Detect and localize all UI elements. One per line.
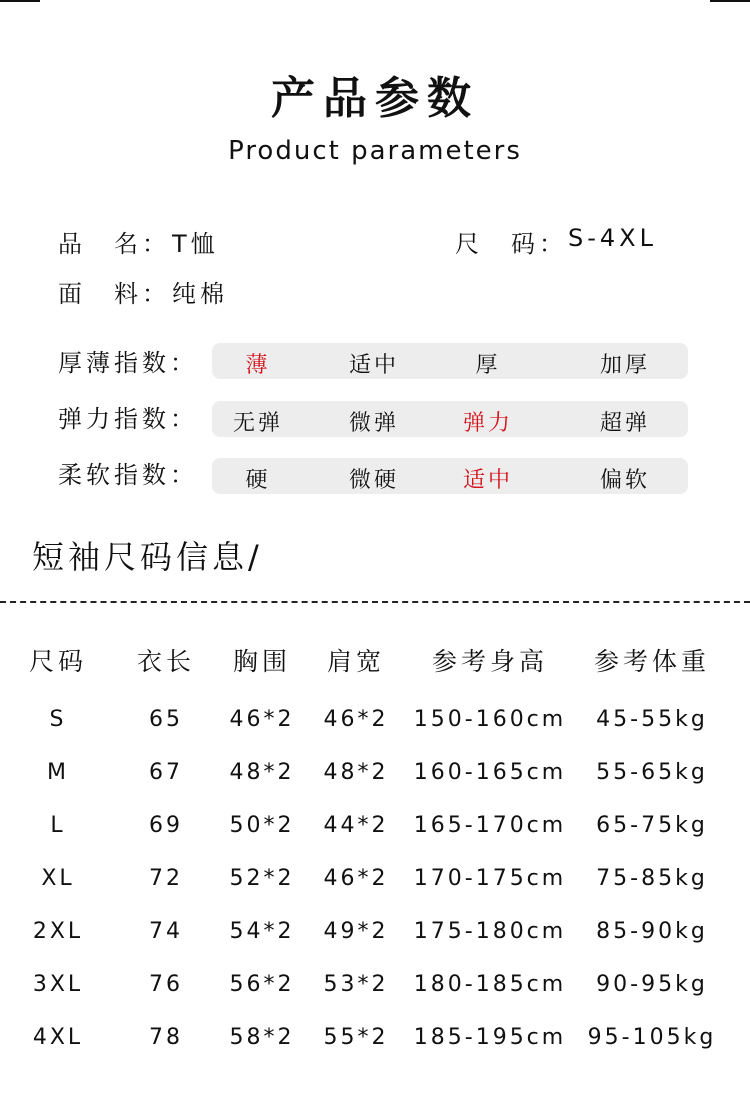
header-chest: 胸围 xyxy=(232,647,291,676)
top-left-rule xyxy=(0,0,40,2)
cell-height: 165-170cm xyxy=(413,813,567,838)
page-subtitle: Product parameters xyxy=(228,136,522,166)
fabric-value: 纯棉 xyxy=(172,280,228,308)
cell-chest: 54*2 xyxy=(229,919,295,944)
cell-length: 78 xyxy=(149,1025,183,1050)
cell-chest: 48*2 xyxy=(229,760,295,785)
elasticity-option: 微弹 xyxy=(348,411,399,436)
cell-height: 175-180cm xyxy=(413,919,567,944)
header-height: 参考身高 xyxy=(431,647,548,676)
thickness-option: 薄 xyxy=(245,353,271,378)
cell-length: 65 xyxy=(149,707,183,732)
thickness-option: 厚 xyxy=(475,353,501,378)
size-section-title: 短袖尺码信息/ xyxy=(32,538,263,576)
fabric-label: 面 料： xyxy=(58,280,170,308)
cell-size: 3XL xyxy=(32,972,84,997)
product-name-value: T恤 xyxy=(172,230,219,258)
cell-chest: 52*2 xyxy=(229,866,295,891)
cell-shoulder: 44*2 xyxy=(323,813,389,838)
elasticity-option: 弹力 xyxy=(462,411,513,436)
cell-weight: 90-95kg xyxy=(596,972,708,997)
cell-chest: 56*2 xyxy=(229,972,295,997)
cell-height: 160-165cm xyxy=(413,760,567,785)
thickness-rating-label: 厚薄指数： xyxy=(58,349,198,377)
top-right-rule xyxy=(710,0,750,2)
cell-size: S xyxy=(49,707,67,732)
cell-weight: 75-85kg xyxy=(596,866,708,891)
cell-length: 74 xyxy=(149,919,183,944)
cell-length: 76 xyxy=(149,972,183,997)
thickness-option: 适中 xyxy=(348,353,399,378)
cell-height: 170-175cm xyxy=(413,866,567,891)
cell-length: 69 xyxy=(149,813,183,838)
cell-size: 2XL xyxy=(32,919,84,944)
cell-height: 150-160cm xyxy=(413,707,567,732)
cell-weight: 65-75kg xyxy=(596,813,708,838)
page-title: 产品参数 xyxy=(271,73,479,124)
elasticity-rating-label: 弹力指数： xyxy=(58,405,198,433)
cell-length: 67 xyxy=(149,760,183,785)
cell-shoulder: 55*2 xyxy=(323,1025,389,1050)
header-length: 衣长 xyxy=(136,647,195,676)
cell-size: M xyxy=(47,760,69,785)
product-name-label: 品 名： xyxy=(58,230,170,258)
cell-shoulder: 46*2 xyxy=(323,866,389,891)
softness-option: 偏软 xyxy=(599,468,650,493)
cell-chest: 58*2 xyxy=(229,1025,295,1050)
cell-shoulder: 46*2 xyxy=(323,707,389,732)
header-weight: 参考体重 xyxy=(593,647,710,676)
thickness-option: 加厚 xyxy=(599,353,650,378)
cell-shoulder: 48*2 xyxy=(323,760,389,785)
cell-shoulder: 53*2 xyxy=(323,972,389,997)
header-shoulder: 肩宽 xyxy=(326,647,385,676)
cell-size: 4XL xyxy=(32,1025,84,1050)
cell-length: 72 xyxy=(149,866,183,891)
cell-chest: 50*2 xyxy=(229,813,295,838)
cell-weight: 45-55kg xyxy=(596,707,708,732)
dashed-divider xyxy=(0,601,750,603)
softness-option: 微硬 xyxy=(348,468,399,493)
header-size: 尺码 xyxy=(28,647,87,676)
size-range-value: S-4XL xyxy=(568,224,657,252)
softness-rating-label: 柔软指数： xyxy=(58,461,198,489)
cell-weight: 55-65kg xyxy=(596,760,708,785)
softness-option: 硬 xyxy=(245,468,271,493)
elasticity-option: 超弹 xyxy=(599,411,650,436)
cell-chest: 46*2 xyxy=(229,707,295,732)
cell-weight: 85-90kg xyxy=(596,919,708,944)
softness-option: 适中 xyxy=(462,468,513,493)
cell-height: 185-195cm xyxy=(413,1025,567,1050)
elasticity-option: 无弹 xyxy=(232,411,283,436)
cell-size: XL xyxy=(41,866,75,891)
cell-size: L xyxy=(50,813,66,838)
size-range-label: 尺 码： xyxy=(455,230,567,258)
cell-shoulder: 49*2 xyxy=(323,919,389,944)
cell-height: 180-185cm xyxy=(413,972,567,997)
cell-weight: 95-105kg xyxy=(587,1025,717,1050)
